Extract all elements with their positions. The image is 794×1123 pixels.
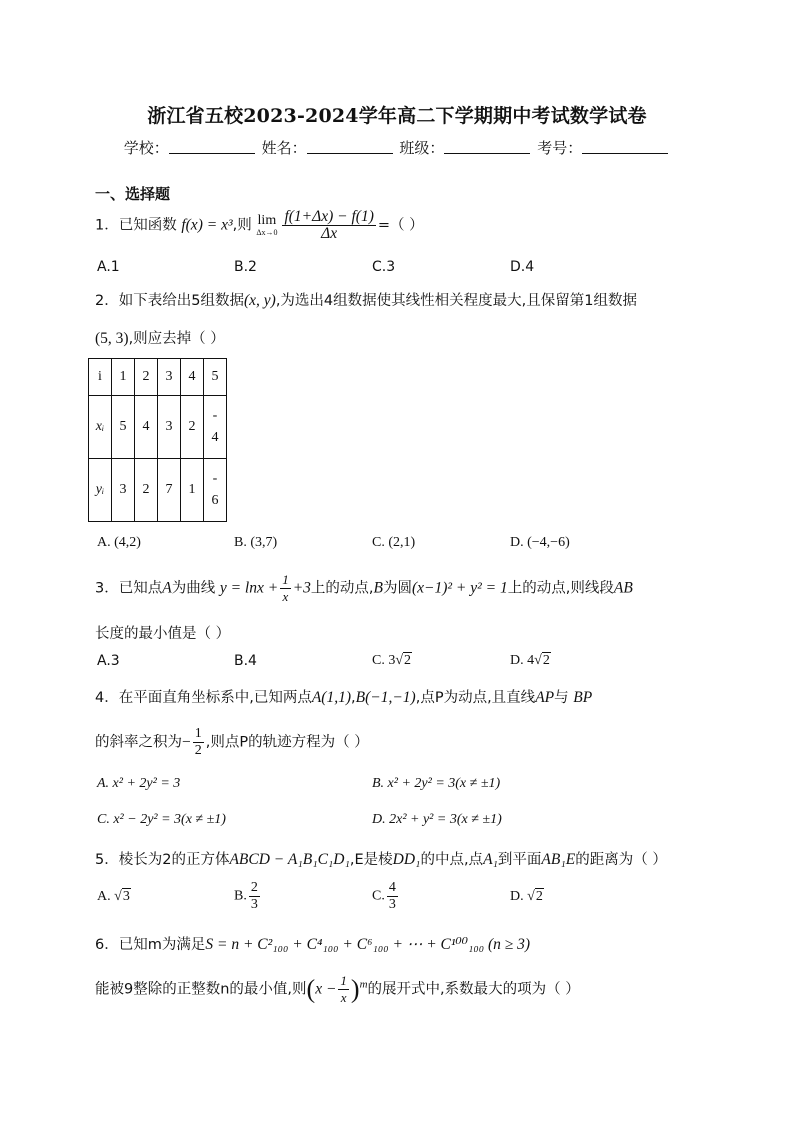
q2-option-a[interactable]: A. (4,2) xyxy=(97,535,141,550)
q5-point: A₁ xyxy=(483,851,498,868)
q4-text-c: 与 xyxy=(554,690,569,706)
q3-optc-prefix: C. 3 xyxy=(372,653,396,668)
q5-text-b: ,E是棱 xyxy=(349,852,393,868)
q3-text-b: 为曲线 xyxy=(171,580,216,597)
table-cell: xᵢ xyxy=(89,396,112,459)
q5-optc-num: 4 xyxy=(388,880,396,895)
q5-plane: AB₁E xyxy=(541,851,576,868)
q5-text-e: 的距离为（ ） xyxy=(575,852,667,868)
q4-option-d[interactable]: D. 2x² + y² = 3(x ≠ ±1) xyxy=(372,812,502,827)
question-6-line1 xyxy=(95,933,530,954)
q1-option-a[interactable]: A.1 xyxy=(97,259,120,275)
q4-option-b[interactable]: B. x² + 2y² = 3(x ≠ ±1) xyxy=(372,776,501,791)
question-3-line1 xyxy=(95,572,633,605)
table-cell: 1 xyxy=(112,359,135,396)
q2-point: (5, 3) xyxy=(95,330,129,347)
q3-text-c: 上的动点, xyxy=(310,580,374,597)
table-cell: 2 xyxy=(135,359,158,396)
q3-frac-num: 1 xyxy=(282,572,289,587)
q5-optb-den: 3 xyxy=(250,897,258,912)
q3-segment: AB xyxy=(613,579,633,597)
q2-text-b: ,为选出4组数据使其线性相关程度最大,且保留第1组数据 xyxy=(275,293,637,309)
q6-power: m xyxy=(359,978,368,991)
q2-option-c[interactable]: C. (2,1) xyxy=(372,535,416,550)
q5-optd-prefix: D. xyxy=(510,889,524,904)
q3-optd-prefix: D. 4 xyxy=(510,653,535,668)
q4-fraction xyxy=(193,726,204,759)
q5-opta-prefix: A. xyxy=(97,889,111,904)
table-cell: 2 xyxy=(181,396,204,459)
q2-data-table xyxy=(88,358,227,522)
page-title: 浙江省五校2023-2024学年高二下学期期中考试数学试卷 xyxy=(147,105,647,127)
q5-optc-fraction xyxy=(387,880,398,913)
q4-option-c[interactable]: C. x² − 2y² = 3(x ≠ ±1) xyxy=(97,812,226,827)
name-label: 姓名： xyxy=(261,139,307,157)
table-cell: 3 xyxy=(112,459,135,522)
table-cell: 3 xyxy=(158,396,181,459)
table-cell: - 6 xyxy=(204,459,227,522)
q3-fraction xyxy=(280,572,291,605)
table-cell: 5 xyxy=(204,359,227,396)
q3-text-a: 已知点 xyxy=(118,580,163,597)
q3-frac-den: x xyxy=(282,589,289,604)
table-cell: 7 xyxy=(158,459,181,522)
q5-text-a: 棱长为2的正方体 xyxy=(118,852,230,868)
table-cell: i xyxy=(89,359,112,396)
q3-number: 3． xyxy=(95,580,119,597)
right-paren-icon: ) xyxy=(350,974,360,1004)
school-label: 学校： xyxy=(123,139,169,157)
q4-text-a: 在平面直角坐标系中,已知两点 xyxy=(118,690,312,706)
table-cell: 4 xyxy=(181,359,204,396)
q4-minus: − xyxy=(182,733,191,751)
q3-option-b[interactable]: B.4 xyxy=(234,653,257,669)
q5-option-d[interactable] xyxy=(510,889,544,905)
q4-number: 4． xyxy=(95,690,119,706)
q5-number: 5． xyxy=(95,852,119,868)
q5-opta-radicand: 3 xyxy=(122,889,130,904)
q6-frac-num: 1 xyxy=(340,973,347,988)
q1-lim-top: lim xyxy=(257,213,277,228)
table-cell: 1 xyxy=(181,459,204,522)
section-heading: 一、选择题 xyxy=(95,185,171,203)
q4-point-b: B(−1,−1) xyxy=(355,689,416,706)
q4-line2-b: ,则点P的轨迹方程为（ ） xyxy=(205,734,369,751)
q3-circle: (x−1)² + y² = 1 xyxy=(411,579,508,597)
q6-line2-a: 能被9整除的正整数n的最小值,则 xyxy=(95,981,307,998)
q6-frac-den: x xyxy=(340,990,347,1005)
q3-point-b: B xyxy=(373,579,383,597)
q1-option-d[interactable]: D.4 xyxy=(510,259,535,275)
table-cell: - 4 xyxy=(204,396,227,459)
q3-optc-radicand: 2 xyxy=(404,653,412,668)
q3-text-e: 上的动点,则线段 xyxy=(507,580,614,597)
student-info-line xyxy=(0,137,794,158)
table-cell: 3 xyxy=(158,359,181,396)
q5-optb-num: 2 xyxy=(250,880,258,895)
q4-frac-num: 1 xyxy=(194,726,202,741)
q6-formula: S = n + C²₁₀₀ + C⁴₁₀₀ + C⁶₁₀₀ + ⋯ + C¹⁰⁰₁₀₀ (n ≥ 3) xyxy=(205,936,531,953)
q2-text-a: 如下表给出5组数据 xyxy=(118,293,244,309)
q3-option-d[interactable] xyxy=(510,653,551,669)
q1-function: f(x) = x³ xyxy=(181,216,233,234)
q3-option-c[interactable] xyxy=(372,653,412,669)
q4-line2-a: 的斜率之积为 xyxy=(95,734,182,751)
q5-option-a[interactable] xyxy=(97,889,131,905)
q5-optc-den: 3 xyxy=(388,897,396,912)
table-row xyxy=(89,396,227,459)
q5-optd-radicand: 2 xyxy=(535,889,543,904)
q1-text-b: ,则 xyxy=(232,217,252,234)
q5-option-b[interactable] xyxy=(234,880,262,913)
table-cell: 5 xyxy=(112,396,135,459)
q5-cube: ABCD − A₁B₁C₁D₁ xyxy=(229,851,350,868)
q2-xy: (x, y) xyxy=(243,292,276,309)
q6-text-a: 已知m为满足 xyxy=(118,937,206,953)
table-row xyxy=(89,459,227,522)
q1-tail: =（ ） xyxy=(377,217,424,234)
q1-numerator: f(1+Δx) − f(1) xyxy=(284,208,374,225)
q2-option-b[interactable]: B. (3,7) xyxy=(234,535,278,550)
question-2-line1 xyxy=(95,289,637,310)
q4-line-ap: AP xyxy=(535,689,555,706)
q5-optb-fraction xyxy=(249,880,260,913)
q2-number: 2． xyxy=(95,293,119,309)
sqrt-icon: √ xyxy=(395,653,404,668)
q3-curve-b: +3 xyxy=(292,579,311,597)
left-paren-icon: ( xyxy=(306,974,316,1004)
question-5 xyxy=(95,848,667,869)
q6-number: 6． xyxy=(95,937,119,953)
q1-limit xyxy=(256,214,277,237)
q3-option-a[interactable]: A.3 xyxy=(97,653,120,669)
q4-option-a[interactable]: A. x² + 2y² = 3 xyxy=(97,776,181,791)
q4-sep: , xyxy=(351,690,356,706)
q2-option-d[interactable]: D. (−4,−6) xyxy=(510,535,570,550)
q2-text-c: ,则应去掉（ ） xyxy=(128,331,225,347)
table-cell: 4 xyxy=(135,396,158,459)
q5-text-c: 的中点,点 xyxy=(420,852,484,868)
q1-option-c[interactable]: C.3 xyxy=(372,259,396,275)
question-4-line1 xyxy=(95,686,592,707)
q5-text-d: 到平面 xyxy=(497,852,542,868)
name-blank[interactable] xyxy=(307,139,393,154)
q1-fraction xyxy=(282,209,375,242)
q6-line2-b: 的展开式中,系数最大的项为（ ） xyxy=(367,981,580,998)
q5-option-c[interactable] xyxy=(372,880,400,913)
q5-edge: DD₁ xyxy=(392,851,421,868)
q3-curve-a: y = lnx + xyxy=(219,579,279,597)
q4-text-b: ,点P为动点,且直线 xyxy=(415,690,536,706)
q1-option-b[interactable]: B.2 xyxy=(234,259,257,275)
q5-optb-prefix: B. xyxy=(234,888,247,904)
q1-number: 1． xyxy=(95,217,119,234)
sqrt-icon: √ xyxy=(527,889,535,904)
q4-point-a: A(1,1) xyxy=(311,689,352,706)
question-4-line2 xyxy=(95,726,369,759)
class-blank[interactable] xyxy=(444,139,530,154)
number-blank[interactable] xyxy=(582,139,668,154)
question-1 xyxy=(95,209,424,242)
question-6-line2 xyxy=(95,973,580,1006)
table-row xyxy=(89,359,227,396)
q1-text-a: 已知函数 xyxy=(118,217,177,234)
q4-line-bp: BP xyxy=(573,689,593,706)
q6-expr-x: x − xyxy=(315,980,337,998)
q3-point-a: A xyxy=(162,579,172,597)
q5-optc-prefix: C. xyxy=(372,888,385,904)
q1-lim-bottom: Δx→0 xyxy=(256,228,278,237)
q3-line2: 长度的最小值是（ ） xyxy=(95,626,231,642)
class-label: 班级： xyxy=(399,139,445,157)
sqrt-icon: √ xyxy=(114,889,122,904)
question-2-line2 xyxy=(95,327,225,348)
q6-fraction xyxy=(338,973,349,1006)
q3-optd-radicand: 2 xyxy=(542,653,550,668)
q3-text-d: 为圆 xyxy=(382,580,412,597)
school-blank[interactable] xyxy=(169,139,255,154)
sqrt-icon: √ xyxy=(534,653,542,668)
table-cell: 2 xyxy=(135,459,158,522)
q4-frac-den: 2 xyxy=(194,743,202,758)
number-label: 考号： xyxy=(537,139,583,157)
table-cell: yᵢ xyxy=(89,459,112,522)
q1-denominator: Δx xyxy=(321,225,338,242)
